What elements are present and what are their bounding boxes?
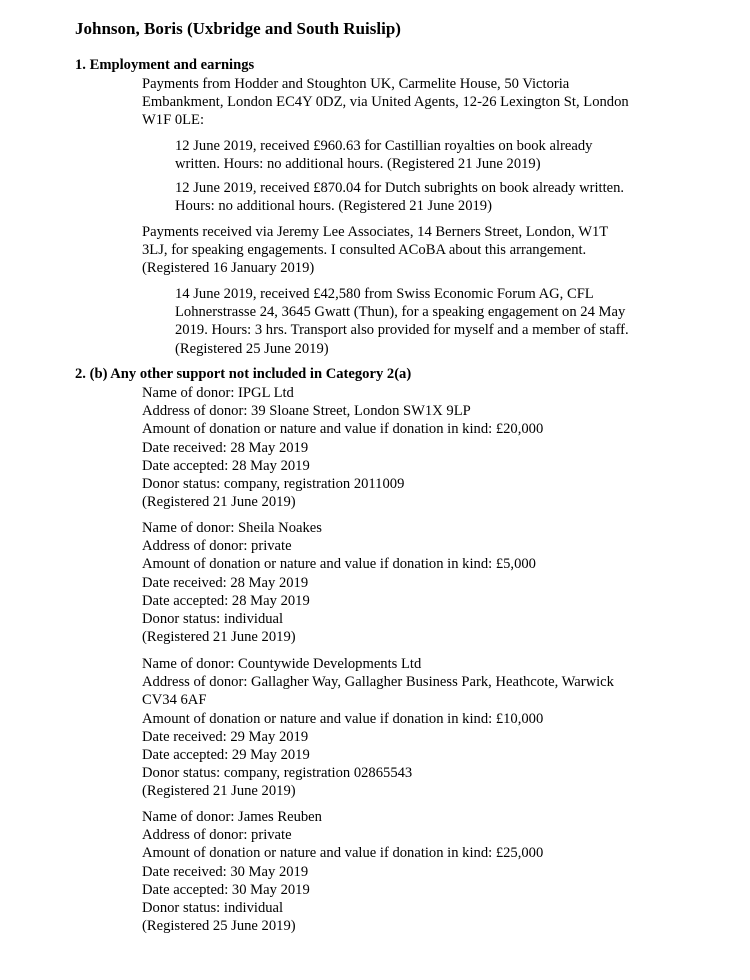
text-line: Name of donor: James Reuben (142, 809, 322, 825)
text-line: 14 June 2019, received £42,580 from Swiss Economic Forum AG, CFL (175, 286, 594, 302)
text-line: Donor status: company, registration 02865543 (142, 765, 413, 782)
text-line: CV34 6AF (142, 692, 207, 709)
text-line: Amount of donation or nature and value if donation in kind: £5,000 (142, 556, 536, 573)
text-line: Name of donor: Sheila Noakes (142, 520, 322, 536)
text-line: Address of donor: Gallagher Way, Gallagher Business Park, Heathcote, Warwick (142, 674, 614, 691)
text-line: Name of donor: Countywide Developments Ltd (142, 656, 422, 672)
text-line: Address of donor: private (142, 827, 292, 844)
text-line: Date received: 28 May 2019 (142, 439, 309, 456)
text-line: (Registered 21 June 2019) (142, 783, 296, 800)
text-line: Date received: 28 May 2019 (142, 574, 309, 591)
text-line: Payments received via Jeremy Lee Associates, 14 Berners Street, London, W1T (142, 224, 609, 240)
text-line: Date received: 30 May 2019 (142, 863, 309, 880)
text-line: Date received: 29 May 2019 (142, 728, 309, 745)
text-line: Address of donor: 39 Sloane Street, London SW1X 9LP (142, 403, 471, 420)
donation-countywide-developments (142, 655, 682, 801)
text-line: Date accepted: 29 May 2019 (142, 747, 310, 764)
text-line: (Registered 21 June 2019) (142, 629, 296, 646)
text-line: (Registered 25 June 2019) (142, 918, 296, 935)
donation-sheila-noakes (142, 519, 682, 646)
text-line: Amount of donation or nature and value if donation in kind: £25,000 (142, 845, 544, 862)
text-line: (Registered 25 June 2019) (175, 340, 329, 357)
text-line: Name of donor: IPGL Ltd (142, 385, 294, 401)
entry-dutch-subrights (175, 179, 685, 215)
text-line: W1F 0LE: (142, 112, 205, 129)
entry-castillian-royalties (175, 137, 685, 173)
text-line: Donor status: individual (142, 611, 284, 628)
paragraph-hodder-payments (142, 75, 682, 130)
section-heading-employment: 1. Employment and earnings (75, 57, 255, 73)
member-title: Johnson, Boris (Uxbridge and South Ruislip) (75, 19, 401, 38)
text-line: Date accepted: 28 May 2019 (142, 592, 310, 609)
text-line: 12 June 2019, received £870.04 for Dutch subrights on book already written. (175, 180, 625, 196)
text-line: Date accepted: 28 May 2019 (142, 457, 310, 474)
donation-james-reuben (142, 808, 682, 935)
donation-ipgl (142, 384, 682, 511)
text-line: (Registered 16 January 2019) (142, 260, 315, 277)
text-line: Donor status: company, registration 2011009 (142, 476, 405, 493)
paragraph-speaking-engagements (142, 223, 682, 278)
text-line: Date accepted: 30 May 2019 (142, 881, 310, 898)
text-line: Donor status: individual (142, 900, 284, 917)
text-line: 2019. Hours: 3 hrs. Transport also provided for myself and a member of staff. (175, 322, 629, 339)
entry-swiss-economic-forum (175, 285, 685, 358)
text-line: Embankment, London EC4Y 0DZ, via United Agents, 12-26 Lexington St, London (142, 94, 629, 111)
text-line: Address of donor: private (142, 538, 292, 555)
text-line: Amount of donation or nature and value if donation in kind: £20,000 (142, 421, 544, 438)
text-line: written. Hours: no additional hours. (Registered 21 June 2019) (175, 156, 541, 173)
text-line: (Registered 21 June 2019) (142, 494, 296, 511)
text-line: Payments from Hodder and Stoughton UK, Carmelite House, 50 Victoria (142, 76, 570, 92)
text-line: 12 June 2019, received £960.63 for Castillian royalties on book already (175, 138, 593, 154)
text-line: 3LJ, for speaking engagements. I consulted ACoBA about this arrangement. (142, 242, 587, 259)
section-heading-other-support: 2. (b) Any other support not included in Category 2(a) (75, 366, 412, 382)
text-line: Amount of donation or nature and value if donation in kind: £10,000 (142, 710, 544, 727)
text-line: Hours: no additional hours. (Registered 21 June 2019) (175, 198, 492, 215)
text-line: Lohnerstrasse 24, 3645 Gwatt (Thun), for a speaking engagement on 24 May (175, 304, 626, 321)
